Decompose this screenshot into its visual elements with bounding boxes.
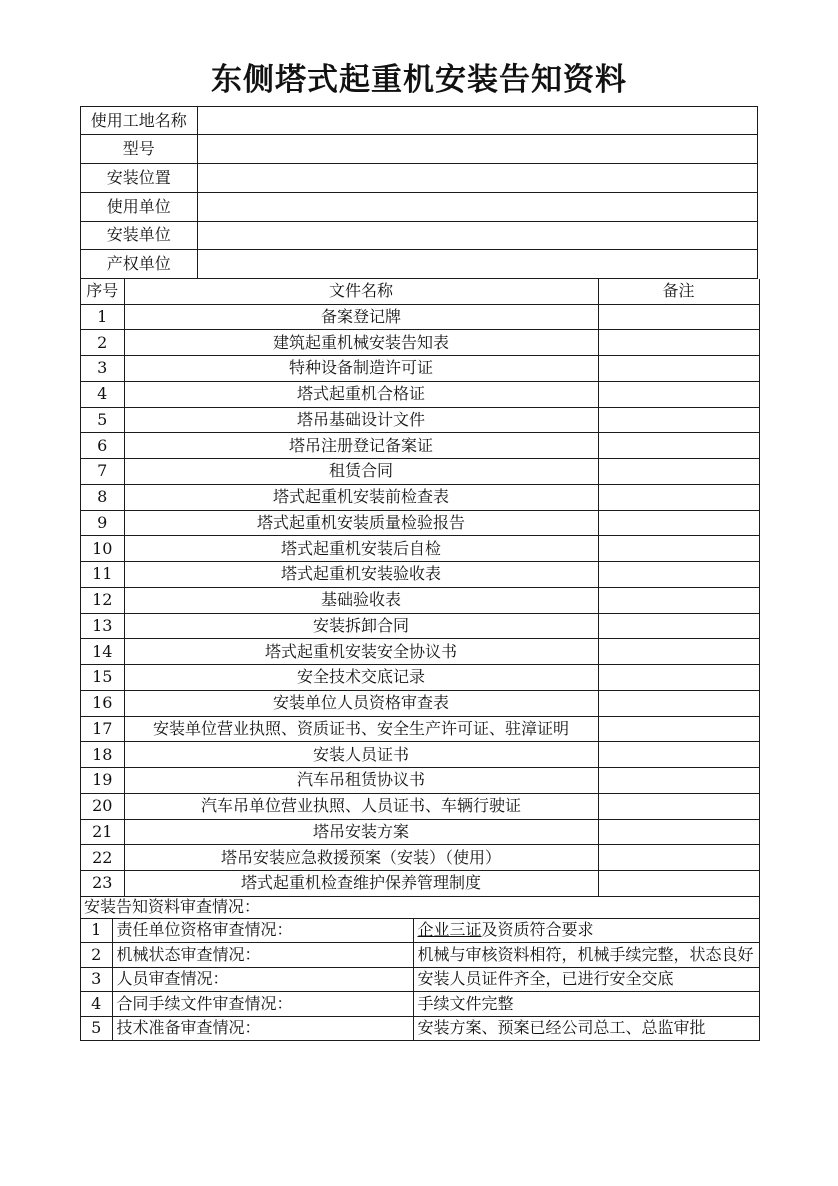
document-row: [81, 536, 759, 562]
form-table: [80, 106, 758, 1041]
info-row: [81, 192, 758, 221]
document-name-cell: 塔吊注册登记备案证: [124, 433, 598, 459]
document-row: [81, 304, 759, 330]
review-value-cell: [413, 943, 759, 968]
review-value-cell: [413, 1016, 759, 1041]
review-value-text: 安装方案、预案已经公司总工、总监审批: [417, 1018, 706, 1038]
document-name-cell: 塔吊安装方案: [124, 819, 598, 845]
document-remark-cell: [598, 536, 759, 562]
document-name-cell: 塔式起重机安装前检查表: [124, 484, 598, 510]
review-value-text: 机械与审核资料相符，机械手续完整，状态良好: [417, 944, 754, 964]
info-label-cell: 使用单位: [81, 192, 197, 221]
document-no-cell: 20: [81, 793, 124, 819]
document-row: [81, 639, 759, 665]
document-remark-cell: [598, 381, 759, 407]
document-no-cell: 19: [81, 768, 124, 794]
document-name-cell: 塔式起重机合格证: [124, 381, 598, 407]
document-no-cell: 1: [81, 304, 124, 330]
review-row: [81, 967, 759, 992]
document-name-cell: 建筑起重机械安装告知表: [124, 330, 598, 356]
document-remark-cell: [598, 690, 759, 716]
document-remark-cell: [598, 356, 759, 382]
document-row: [81, 356, 759, 382]
document-row: [81, 484, 759, 510]
info-value-cell: [197, 135, 758, 164]
document-no-cell: 17: [81, 716, 124, 742]
document-remark-cell: [598, 871, 759, 897]
document-no-cell: 22: [81, 845, 124, 871]
document-remark-cell: [598, 510, 759, 536]
document-name-cell: 塔式起重机安装后自检: [124, 536, 598, 562]
document-remark-cell: [598, 484, 759, 510]
document-remark-cell: [598, 562, 759, 588]
document-remark-cell: [598, 665, 759, 691]
document-name-cell: 塔吊基础设计文件: [124, 407, 598, 433]
document-no-cell: 23: [81, 871, 124, 897]
document-no-cell: 15: [81, 665, 124, 691]
document-row: [81, 665, 759, 691]
review-no-cell: 4: [81, 992, 112, 1017]
document-name-cell: 基础验收表: [124, 587, 598, 613]
document-remark-cell: [598, 742, 759, 768]
document-table-header-row: [81, 279, 759, 304]
document-no-cell: 6: [81, 433, 124, 459]
page-title: 东侧塔式起重机安装告知资料: [211, 62, 627, 98]
review-label-cell: 人员审查情况：: [112, 967, 413, 992]
review-value-cell: [413, 992, 759, 1017]
document-no-cell: 8: [81, 484, 124, 510]
review-no-cell: 3: [81, 967, 112, 992]
review-row: [81, 918, 759, 943]
review-value-underlined: 企业三证: [417, 920, 482, 940]
document-remark-cell: [598, 768, 759, 794]
info-row: [81, 250, 758, 279]
document-no-cell: 11: [81, 562, 124, 588]
document-name-cell: 塔吊安装应急救援预案（安装）（使用）: [124, 845, 598, 871]
review-row: [81, 943, 759, 968]
document-name-cell: 租赁合同: [124, 459, 598, 485]
document-name-cell: 汽车吊单位营业执照、人员证书、车辆行驶证: [124, 793, 598, 819]
document-remark-cell: [598, 716, 759, 742]
document-row: [81, 407, 759, 433]
document-name-cell: 塔式起重机检查维护保养管理制度: [124, 871, 598, 897]
info-label-cell: 型号: [81, 135, 197, 164]
review-no-cell: 1: [81, 918, 112, 943]
document-no-cell: 21: [81, 819, 124, 845]
document-row: [81, 459, 759, 485]
review-section-title-row: [81, 897, 759, 918]
document-name-cell: 安装单位营业执照、资质证书、安全生产许可证、驻漳证明: [124, 716, 598, 742]
info-label-cell: 安装位置: [81, 164, 197, 193]
document-row: [81, 381, 759, 407]
document-name-cell: 安全技术交底记录: [124, 665, 598, 691]
document-remark-cell: [598, 845, 759, 871]
review-label-cell: 合同手续文件审查情况：: [112, 992, 413, 1017]
document-row: [81, 613, 759, 639]
document-row: [81, 562, 759, 588]
review-value-cell: [413, 967, 759, 992]
document-row: [81, 871, 759, 897]
document-remark-cell: [598, 639, 759, 665]
info-value-cell: [197, 221, 758, 250]
document-row: [81, 510, 759, 536]
document-no-cell: 14: [81, 639, 124, 665]
info-value-cell: [197, 164, 758, 193]
document-no-cell: 13: [81, 613, 124, 639]
review-table: [81, 897, 760, 1041]
document-row: [81, 768, 759, 794]
review-section-title: 安装告知资料审查情况：: [81, 897, 759, 918]
info-value-cell: [197, 250, 758, 279]
document-row: [81, 690, 759, 716]
info-row: [81, 107, 758, 135]
info-row: [81, 221, 758, 250]
review-label-cell: 机械状态审查情况：: [112, 943, 413, 968]
document-remark-cell: [598, 587, 759, 613]
document-no-cell: 9: [81, 510, 124, 536]
document-no-cell: 12: [81, 587, 124, 613]
document-no-cell: 16: [81, 690, 124, 716]
document-row: [81, 433, 759, 459]
document-remark-cell: [598, 819, 759, 845]
review-row: [81, 992, 759, 1017]
document-name-cell: 塔式起重机安装质量检验报告: [124, 510, 598, 536]
document-name-cell: 塔式起重机安装安全协议书: [124, 639, 598, 665]
document-row: [81, 330, 759, 356]
document-row: [81, 793, 759, 819]
info-label-cell: 产权单位: [81, 250, 197, 279]
document-row: [81, 716, 759, 742]
document-no-cell: 4: [81, 381, 124, 407]
review-label-cell: 责任单位资格审查情况：: [112, 918, 413, 943]
document-no-cell: 3: [81, 356, 124, 382]
document-row: [81, 845, 759, 871]
document-name-cell: 备案登记牌: [124, 304, 598, 330]
document-no-cell: 5: [81, 407, 124, 433]
review-value-text: 手续文件完整: [417, 993, 514, 1013]
document-row: [81, 742, 759, 768]
review-value-cell: [413, 918, 759, 943]
document-remark-cell: [598, 407, 759, 433]
review-no-cell: 2: [81, 943, 112, 968]
document-no-cell: 7: [81, 459, 124, 485]
info-value-cell: [197, 107, 758, 135]
document-remark-cell: [598, 330, 759, 356]
document-name-cell: 安装拆卸合同: [124, 613, 598, 639]
document-table: [81, 279, 760, 897]
document-remark-cell: [598, 613, 759, 639]
document-no-cell: 2: [81, 330, 124, 356]
review-no-cell: 5: [81, 1016, 112, 1041]
info-row: [81, 164, 758, 193]
document-remark-cell: [598, 793, 759, 819]
header-remark: 备注: [598, 279, 759, 304]
info-table: [81, 107, 758, 279]
info-label-cell: 安装单位: [81, 221, 197, 250]
header-no: 序号: [81, 279, 124, 304]
review-row: [81, 1016, 759, 1041]
document-remark-cell: [598, 304, 759, 330]
document-remark-cell: [598, 433, 759, 459]
review-value-text: 安装人员证件齐全，已进行安全交底: [417, 969, 674, 989]
document-name-cell: 汽车吊租赁协议书: [124, 768, 598, 794]
document-name-cell: 塔式起重机安装验收表: [124, 562, 598, 588]
document-row: [81, 819, 759, 845]
review-value-text: 及资质符合要求: [481, 920, 594, 940]
document-remark-cell: [598, 459, 759, 485]
header-file-name: 文件名称: [124, 279, 598, 304]
document-row: [81, 587, 759, 613]
info-row: [81, 135, 758, 164]
document-name-cell: 安装单位人员资格审查表: [124, 690, 598, 716]
info-label-cell: 使用工地名称: [81, 107, 197, 135]
document-name-cell: 安装人员证书: [124, 742, 598, 768]
review-label-cell: 技术准备审查情况：: [112, 1016, 413, 1041]
document-no-cell: 18: [81, 742, 124, 768]
info-value-cell: [197, 192, 758, 221]
document-no-cell: 10: [81, 536, 124, 562]
document-name-cell: 特种设备制造许可证: [124, 356, 598, 382]
